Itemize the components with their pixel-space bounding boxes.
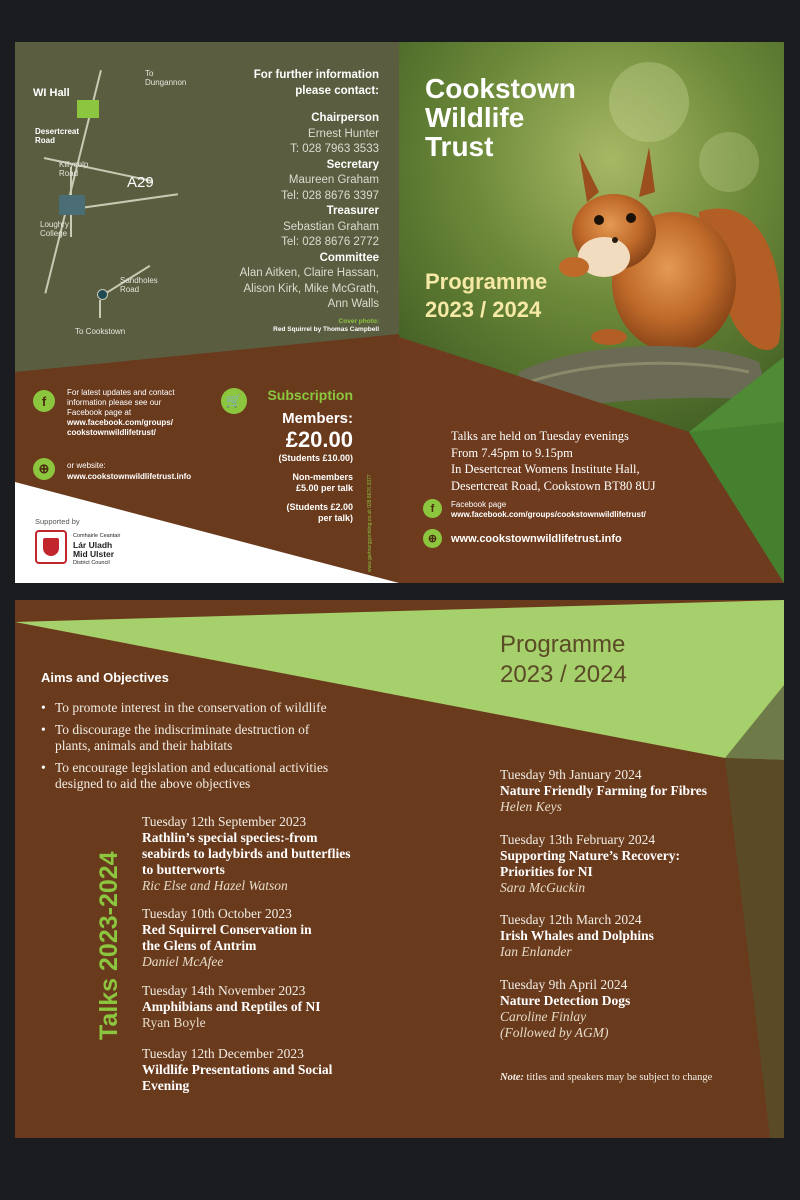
- map-label-wi-hall: WI Hall: [33, 87, 70, 99]
- map-label-dungannon: To Dungannon: [145, 69, 187, 87]
- non-members-price: Non-members £5.00 per talk: [292, 472, 353, 493]
- talk-date: Tuesday 12th March 2024: [500, 912, 642, 927]
- facebook-icon: f: [33, 390, 55, 412]
- talk-date: Tuesday 10th October 2023: [142, 906, 292, 921]
- talks-vertical-title: Talks 2023-2024: [95, 851, 123, 1040]
- talks-info: Talks are held on Tuesday evenings From 7.45pm to 9.15pm In Desertcreat Womens Institute Hall, Desertcreat Road, Cookstown BT80 8UJ: [451, 429, 656, 493]
- talk-date: Tuesday 9th April 2024: [500, 977, 628, 992]
- inside-panel: [15, 600, 784, 1138]
- aims-title: Aims and Objectives: [41, 670, 169, 685]
- treasurer-phone: Tel: 028 8676 2772: [281, 236, 379, 248]
- non-members-students: (Students £2.00 per talk): [286, 502, 353, 523]
- front-cover-panel: [399, 42, 784, 583]
- note-text: titles and speakers may be subject to change: [523, 1072, 713, 1083]
- talk-date: Tuesday 9th January 2024: [500, 767, 642, 782]
- talk-speaker: Caroline Finlay: [500, 1009, 587, 1024]
- students-price: (Students £10.00): [278, 453, 353, 463]
- talk-extra: (Followed by AGM): [500, 1025, 609, 1040]
- talk-speaker: Ric Else and Hazel Watson: [142, 878, 288, 893]
- cover-globe-icon: ⊕: [423, 529, 442, 548]
- chairperson-label: Chairperson: [311, 112, 379, 124]
- website-info: [67, 460, 191, 482]
- committee-label: Committee: [319, 251, 379, 264]
- members-price: £20.00: [285, 427, 353, 452]
- talk-speaker: Daniel McAfee: [142, 954, 224, 969]
- aim-item: • To promote interest in the conservation of wildlife: [41, 700, 401, 716]
- map-label-killycolp: Killycolp Road: [59, 160, 89, 178]
- facebook-url[interactable]: www.facebook.com/groups/ cookstownwildlifetrust/: [67, 418, 173, 437]
- cover-facebook: [451, 500, 646, 520]
- talk-item: [500, 767, 760, 815]
- talk-title: Wildlife Presentations and Social Evening: [142, 1062, 333, 1093]
- back-cover-panel: [15, 42, 399, 583]
- talk-title: Amphibians and Reptiles of NI: [142, 999, 321, 1014]
- subscription-title: Subscription: [267, 387, 353, 403]
- globe-icon: ⊕: [33, 458, 55, 480]
- talk-item: [500, 832, 760, 896]
- map-label-desertcreat: Desertcreat Road: [35, 127, 80, 145]
- talk-title: Irish Whales and Dolphins: [500, 928, 654, 943]
- facebook-info: [67, 388, 217, 438]
- printer-credit: www.gartnergyprinting.co.uk 028 8676 3377: [367, 474, 373, 572]
- facebook-text: For latest updates and contact information please see our Facebook page at: [67, 388, 175, 417]
- cover-facebook-label: Facebook page: [451, 500, 507, 509]
- talk-title: Nature Detection Dogs: [500, 993, 631, 1008]
- talk-speaker: Ryan Boyle: [142, 1015, 206, 1030]
- map-label-sandholes: Sandholes Road: [120, 276, 158, 294]
- treasurer-label: Treasurer: [326, 205, 379, 217]
- aims-list: [41, 700, 401, 798]
- members-label: Members:: [282, 410, 353, 427]
- chairperson-phone: T: 028 7963 3533: [290, 143, 379, 155]
- committee-names: Alan Aitken, Claire Hassan, Alison Kirk, Mike McGrath, Ann Walls: [239, 267, 379, 310]
- talk-item: [142, 814, 392, 894]
- talk-date: Tuesday 13th February 2024: [500, 832, 656, 847]
- secretary-name: Maureen Graham: [288, 174, 379, 186]
- cover-facebook-icon: f: [423, 499, 442, 518]
- subscription-block: [213, 386, 353, 524]
- secretary-phone: Tel: 028 8676 3397: [281, 189, 379, 202]
- council-name: Comhairle Ceantair Lár Uladh Mid Ulster District Council: [73, 533, 121, 566]
- talk-title: Supporting Nature’s Recovery: Priorities for NI: [500, 848, 680, 879]
- cover-photo-label: Cover photo:: [338, 318, 379, 325]
- map-label-cookstown: To Cookstown: [75, 327, 126, 336]
- cover-title: Cookstown Wildlife Trust: [425, 73, 576, 162]
- talk-date: Tuesday 12th December 2023: [142, 1046, 304, 1061]
- talk-item: [142, 906, 392, 970]
- talk-speaker: Ian Enlander: [500, 944, 572, 959]
- talk-speaker: Sara McGuckin: [500, 880, 586, 895]
- supported-by-label: Supported by: [35, 517, 80, 526]
- change-note: [500, 1072, 712, 1083]
- council-logo: [35, 530, 67, 564]
- website-text: or website:: [67, 461, 106, 470]
- inside-programme: Programme 2023 / 2024: [500, 631, 627, 688]
- talk-speaker: Helen Keys: [500, 799, 562, 814]
- talk-item: [142, 983, 392, 1031]
- map-label-a29: A29: [127, 174, 154, 191]
- cover-photo-name: Red Squirrel by Thomas Campbell: [273, 326, 379, 333]
- cover-facebook-url[interactable]: www.facebook.com/groups/cookstownwildlifetrust/: [451, 510, 646, 519]
- talk-item: [500, 912, 760, 960]
- cart-icon: 🛒: [221, 388, 247, 414]
- aim-item: • To discourage the indiscriminate destruction of plants, animals and their habitats: [41, 722, 401, 754]
- talk-item: [142, 1046, 392, 1094]
- talk-item: [500, 977, 760, 1041]
- talk-date: Tuesday 14th November 2023: [142, 983, 306, 998]
- talk-title: Nature Friendly Farming for Fibres: [500, 783, 707, 798]
- cover-website-url[interactable]: www.cookstownwildlifetrust.info: [451, 533, 622, 545]
- note-label: Note:: [500, 1072, 524, 1083]
- contact-heading: For further information please contact:: [253, 69, 379, 97]
- talk-title: Rathlin’s special species:-from seabirds to ladybirds and butterflies to butterworts: [142, 830, 351, 877]
- website-url[interactable]: www.cookstownwildlifetrust.info: [67, 472, 192, 481]
- map-label-loughry: Loughry College: [40, 220, 69, 238]
- treasurer-name: Sebastian Graham: [283, 220, 379, 233]
- talk-date: Tuesday 12th September 2023: [142, 814, 307, 829]
- aim-item: • To encourage legislation and educational activities designed to aid the above objectives: [41, 760, 401, 792]
- chairperson-name: Ernest Hunter: [308, 127, 379, 140]
- talk-title: Red Squirrel Conservation in the Glens of Antrim: [142, 922, 312, 953]
- cover-programme: Programme 2023 / 2024: [425, 269, 548, 322]
- secretary-label: Secretary: [326, 158, 379, 171]
